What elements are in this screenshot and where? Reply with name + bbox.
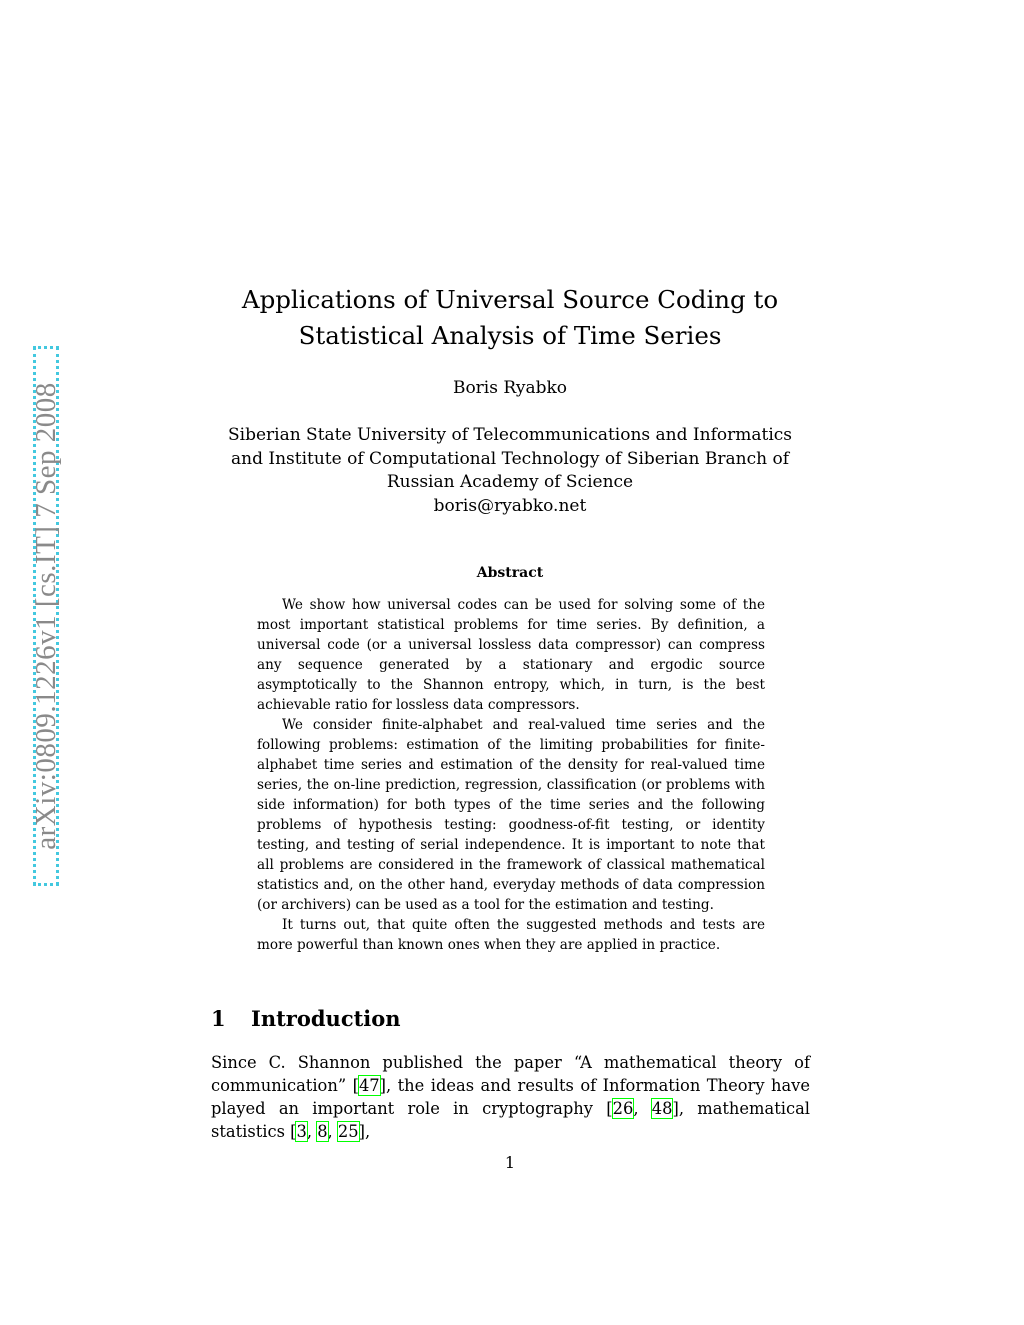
abstract-body (257, 595, 765, 955)
paper-title-line-2: Statistical Analysis of Time Series (298, 321, 722, 350)
affiliation-line-1: Siberian State University of Telecommunications and Informatics (227, 425, 793, 445)
intro-text-segment: ], the ideas and results of Information Theory have played an important role in cryptography [ (211, 1076, 810, 1118)
author-name: Boris Ryabko (452, 378, 568, 398)
author-affiliation (180, 424, 840, 518)
introduction-paragraph (211, 1051, 810, 1143)
citation-link-25[interactable]: 25 (337, 1122, 359, 1141)
section-number: 1 (211, 1006, 226, 1031)
abstract-paragraph: It turns out, that quite often the suggested methods and tests are more powerful than known ones when they are applied in practice. (257, 917, 765, 953)
paper-title-line-1: Applications of Universal Source Coding to (241, 285, 779, 314)
author-email: boris@ryabko.net (433, 495, 587, 516)
page-number: 1 (504, 1153, 516, 1172)
citation-link-48[interactable]: 48 (651, 1099, 673, 1118)
abstract-heading: Abstract (476, 565, 544, 581)
section-heading-introduction (211, 1006, 401, 1031)
intro-text-segment: ], mathematical statistics [ (211, 1099, 810, 1141)
section-title: Introduction (251, 1006, 401, 1031)
affiliation-line-3: Russian Academy of Science (386, 472, 634, 492)
intro-text-separator: , (306, 1122, 318, 1141)
intro-text-separator: , (633, 1099, 652, 1118)
intro-text-separator: , (327, 1122, 338, 1141)
citation-link-26[interactable]: 26 (612, 1099, 634, 1118)
abstract-paragraph: We consider finite-alphabet and real-valued time series and the following problems: estimation of the limiting probabilities for finite-alphabet time series and estimation of the density for real-valued time series, the on-line prediction, regression, classification (or problems with side information) for both types of the time series and the following problems of hypothesis testing: goodness-of-fit testing, or identity testing, and testing of serial independence. It is important to note that all problems are considered in the framework of classical mathematical statistics and, on the other hand, everyday methods of data compression (or archivers) can be used as a tool for the estimation and testing. (257, 717, 765, 913)
paper-title (180, 282, 840, 354)
introduction-text (211, 1051, 810, 1143)
citation-link-3[interactable]: 3 (296, 1122, 307, 1141)
intro-text-segment: Since C. Shannon published the paper “A mathematical theory of communication” [ (211, 1053, 810, 1095)
intro-text-segment: ], (358, 1122, 371, 1141)
citation-link-8[interactable]: 8 (317, 1122, 328, 1141)
arxiv-identifier-stamp[interactable]: arXiv:0809.1226v1 [cs.IT] 7 Sep 2008 (33, 346, 59, 886)
abstract-paragraph: We show how universal codes can be used for solving some of the most important statistical problems for time series. By definition, a universal code (or a universal lossless data compressor) can compress any sequence generated by a stationary and ergodic source asymptotically to the Shannon entropy, which, in turn, is the best achievable ratio for lossless data compressors. (257, 597, 765, 713)
citation-link-47[interactable]: 47 (358, 1076, 380, 1095)
affiliation-line-2: and Institute of Computational Technology of Siberian Branch of (230, 448, 790, 469)
